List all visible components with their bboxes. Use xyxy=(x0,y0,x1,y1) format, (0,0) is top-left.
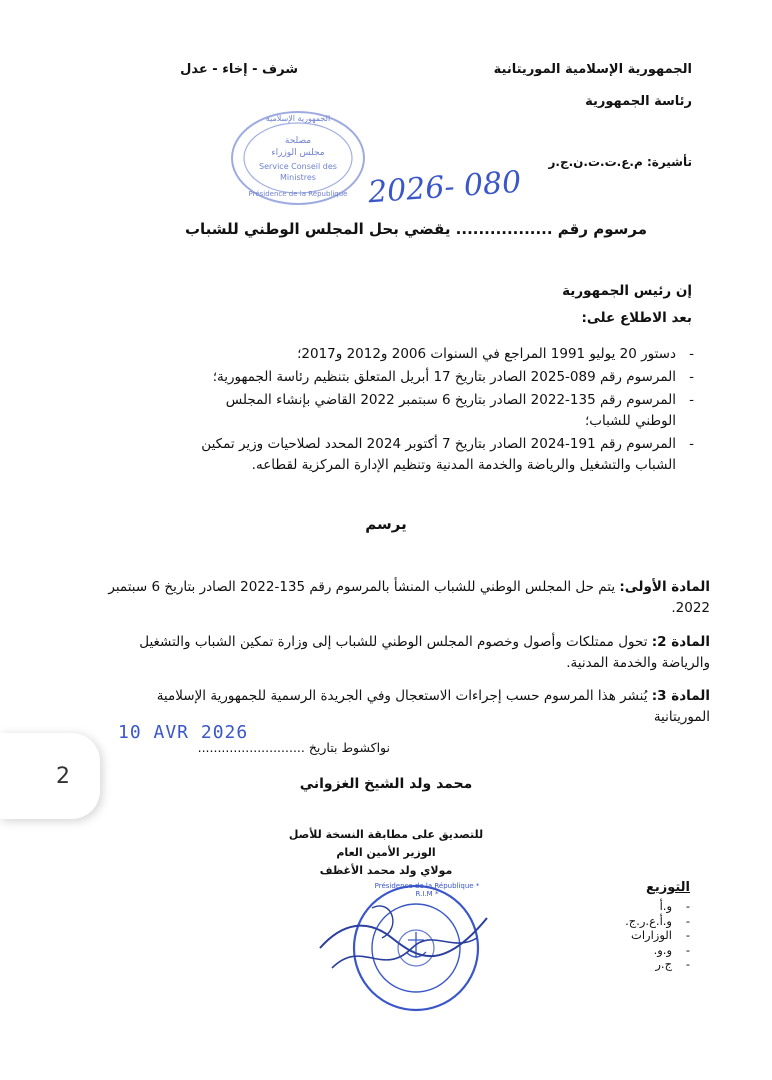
having-seen-line: بعد الاطلاع على: xyxy=(581,310,692,326)
presidency-seal-icon xyxy=(312,878,494,1018)
certification-line-2: الوزير الأمين العام xyxy=(336,846,436,859)
president-line: إن رئيس الجمهورية xyxy=(562,283,692,299)
visa-line: تأشيرة: م.ع.ت.ت.ن.ج.ر xyxy=(548,155,692,169)
references-list xyxy=(196,344,696,478)
decree-title: مرسوم رقم ................. يقضي بحل المجلس الوطني للشباب xyxy=(184,220,647,238)
stamp-top-line5: Ministres xyxy=(280,173,316,182)
article-1 xyxy=(102,577,710,619)
page-number: 2 xyxy=(56,763,70,789)
stamp-top-ring: Présidence de la République xyxy=(248,190,348,198)
stamp-top-line4: Service Conseil des xyxy=(259,162,337,171)
article-1-text: يتم حل المجلس الوطني للشباب المنشأ بالمرسوم رقم 135-2022 الصادر بتاريخ 6 سبتمبر 2022. xyxy=(108,579,710,616)
decrees-heading: يرسم xyxy=(365,515,407,533)
distribution-item: - ج.ر xyxy=(570,957,690,972)
stamp-top-line3: مجلس الوزراء xyxy=(271,148,325,158)
council-stamp xyxy=(228,108,368,208)
presidency-name: رئاسة الجمهورية xyxy=(585,94,692,109)
national-motto: شرف - إخاء - عدل xyxy=(180,62,298,77)
article-2-label: المادة 2: xyxy=(651,634,710,650)
reference-item: - المرسوم رقم 191-2024 الصادر بتاريخ 7 أكتوبر 2024 المحدد لصلاحيات وزير تمكين الشباب والتشغيل والرياضة والخدمة المدنية وتنظيم الإدارة المركزية لقطاعه. xyxy=(196,434,696,476)
reference-item: - المرسوم رقم 135-2022 الصادر بتاريخ 6 سبتمبر 2022 القاضي بإنشاء المجلس الوطني للشباب؛ xyxy=(196,390,696,432)
presidency-seal xyxy=(312,878,494,1018)
seal-ring-text: Présidence de la République * R.I.M * xyxy=(374,882,480,898)
stamp-top-line2: مصلحة xyxy=(284,136,312,146)
article-2 xyxy=(102,632,710,674)
certification-line-3: مولاي ولد محمد الأغظف xyxy=(319,864,453,877)
article-1-label: المادة الأولى: xyxy=(619,579,710,595)
distribution-item: - و.أ xyxy=(570,899,690,914)
article-3-text: يُنشر هذا المرسوم حسب إجراءات الاستعجال وفي الجريدة الرسمية للجمهورية الإسلامية الموريتانية xyxy=(156,688,710,725)
page-number-badge[interactable] xyxy=(0,733,100,819)
distribution-title: التوزيع xyxy=(645,880,690,895)
distribution-block xyxy=(570,880,690,972)
certification-line-1: للتصديق على مطابقة النسخة للأصل xyxy=(288,828,484,841)
date-line: نواكشوط بتاريخ ........................... xyxy=(197,740,390,755)
article-3-label: المادة 3: xyxy=(651,688,710,704)
stamp-top-line1: الجمهورية الإسلامية xyxy=(265,114,331,123)
reference-item: - دستور 20 يوليو 1991 المراجع في السنوات 2006 و2012 و2017؛ xyxy=(196,344,696,365)
country-name: الجمهورية الإسلامية الموريتانية xyxy=(493,62,692,77)
article-2-text: تحول ممتلكات وأصول وخصوم المجلس الوطني للشباب إلى وزارة تمكين الشباب والتشغيل والرياضة والخدمة المدنية. xyxy=(139,634,710,671)
signatory-name: محمد ولد الشيخ الغزواني xyxy=(299,776,473,792)
reference-item: - المرسوم رقم 089-2025 الصادر بتاريخ 17 أبريل المتعلق بتنظيم رئاسة الجمهورية؛ xyxy=(196,367,696,388)
distribution-item: - الوزارات xyxy=(570,928,690,943)
distribution-item: - و.أ.ع.ر.ج. xyxy=(570,914,690,929)
date-stamp: 10 AVR 2026 xyxy=(118,722,249,743)
handwritten-decree-number: 2026- 080 xyxy=(366,164,523,211)
distribution-item: - و.و. xyxy=(570,943,690,958)
certification-block xyxy=(286,826,486,880)
